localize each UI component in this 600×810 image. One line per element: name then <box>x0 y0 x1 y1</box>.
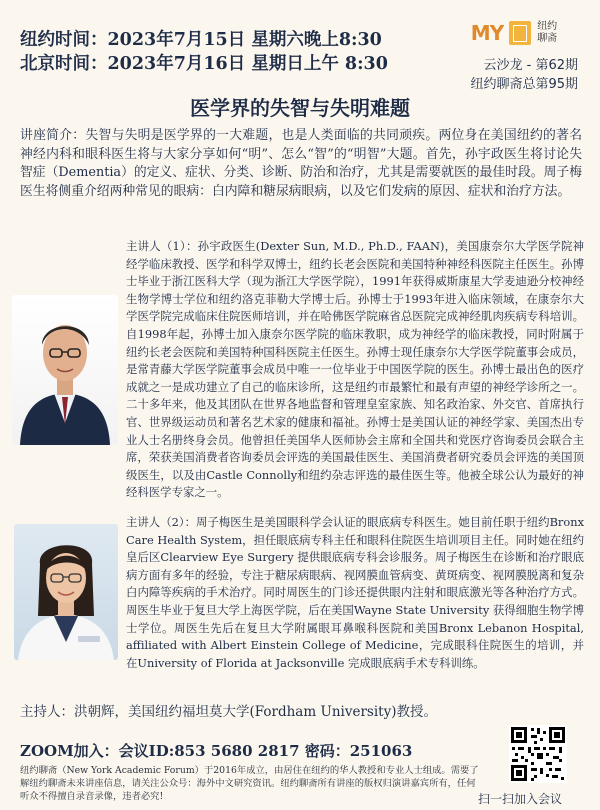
speaker1-bio: 主讲人（1）：孙宇政医生(Dexter Sun, M.D., Ph.D., FAAN)，美国康奈尔大学医学院神经学临床教授、医学和科学双博士，纽约长老会医院和美国特种神经科医院主任医生。孙博士毕业于浙江医科大学（现为浙江大学医学院），1991年获得威斯康星大学麦迪逊分校神经生物学博士学位和纽约洛克菲勒大学博士后。孙博士于1993年进入临床领域，在康奈尔大学医学院完成临床住院医师培训，并在哈佛医学院麻省总医院完成神经肌肉疾病专科培训。自1998年起，孙博士加入康奈尔医学院的临床教职，成为神经学的临床教授，同时附属于纽约长老会医院和美国特种国科医院主任医生。孙博士现任康奈尔大学医学院董事会成员，是常青藤大学医学院董事会成员中唯一一位毕业于中国医学院的医生。孙博士最出色的医疗成就之一是成功建立了自己的临床诊所，这是纽约市最繁忙和最有声望的神经学诊所之一。二十多年来，他及其团队在世界各地监督和管理皇室家族、知名政治家、外交官、首席执行官、世界级运动员和著名艺术家的健康和福祉。孙博士是美国认证的神经学家、美国杰出专业人士名册终身会员。他曾担任美国华人医师协会主席和全国共和党医疗咨询委员会联合主席，荣获美国消费者咨询委员会评选的美国最佳医生、美国消费者研究委员会评选的美国顶级医生，以及由Castle Connolly和纽约杂志评选的最佳医生等。他被全球公认为最好的神经科医学专家之一。 <box>126 239 584 500</box>
speaker1-photo <box>12 295 118 445</box>
page-title: 医学界的失智与失明难题 <box>190 96 410 120</box>
series-line-1: 云沙龙 - 第62期 <box>483 58 578 73</box>
qr-code-icon[interactable] <box>509 725 567 783</box>
footer-note: 纽约聊斋（New York Academic Forum）于2016年成立，由居住在纽约的华人教授和专业人士组成。需要了解纽约聊斋未来讲座信息，请关注公众号：海外中文研究资讯。纽约聊斋所有讲座的版权归演讲嘉宾所有，任何听众不得擅自录音录像，违者必究! <box>20 765 479 802</box>
book-icon <box>509 21 531 45</box>
beijing-time: 北京时间：2023年7月16日 星期日上午 8:30 <box>20 54 388 74</box>
schedule-block <box>20 28 388 76</box>
lecture-intro: 讲座简介：失智与失明是医学界的一大难题，也是人类面临的共同顽疾。两位身在美国纽约的著名神经内科和眼科医生将与大家分享如何“明”、怎么“智”的“明智”大题。首先，孙宇政医生将讨论失智症（Dementia）的定义、症状、分类、诊断、防治和治疗，尤其是需要就医的最佳时段。周子梅医生将侧重介绍两种常见的眼病：白内障和糖尿病眼病，以及它们发病的原因、症状和治疗方法。 <box>20 128 582 199</box>
speaker1-portrait-icon <box>12 295 118 445</box>
qr-label: 扫一扫加入会议 <box>478 792 563 806</box>
host-info: 主持人：洪朝辉，美国纽约福坦莫大学(Fordham University)教授。 <box>20 704 437 720</box>
speaker2-photo <box>14 524 118 660</box>
logo-text: 纽约 聊斋 <box>537 21 558 44</box>
series-info <box>450 56 578 94</box>
series-line-2: 纽约聊斋总第95期 <box>470 77 578 92</box>
speaker2-bio: 主讲人（2）：周子梅医生是美国眼科学会认证的眼底病专科医生。她目前任职于纽约Bronx Care Health System，担任眼底病专科主任和眼科住院医生培训项目主任。同时她在纽约皇后区Clearview Eye Surgery 提供眼底病专科会诊服务。周子梅医生在诊断和治疗眼底病方面有多年的经验，专注于糖尿病眼病、视网膜血管病变、黄斑病变、视网膜脱离和复杂白内障等疾病的手术治疗。同时周医生的门诊还提供眼内注射和眼底激光等各种治疗方式。周医生毕业于复旦大学上海医学院，后在美国Wayne State University 获得细胞生物学博士学位。周医生先后在复旦大学附属眼耳鼻喉科医院和美国Bronx Lebanon Hospital, affiliated with Albert Einstein College of Medicine，完成眼科住院医生的培训，并在University of Florida at Jacksonville 完成眼底病手术专科训练。 <box>126 515 585 670</box>
ny-time: 纽约时间：2023年7月15日 星期六晚上8:30 <box>20 30 382 50</box>
brand-logo <box>450 16 578 94</box>
logo-mark: MY <box>470 21 504 45</box>
speaker2-portrait-icon <box>14 524 118 660</box>
qr-code-graphic <box>509 725 567 783</box>
zoom-info[interactable]: ZOOM加入：会议ID:853 5680 2817 密码：251063 <box>20 742 413 760</box>
